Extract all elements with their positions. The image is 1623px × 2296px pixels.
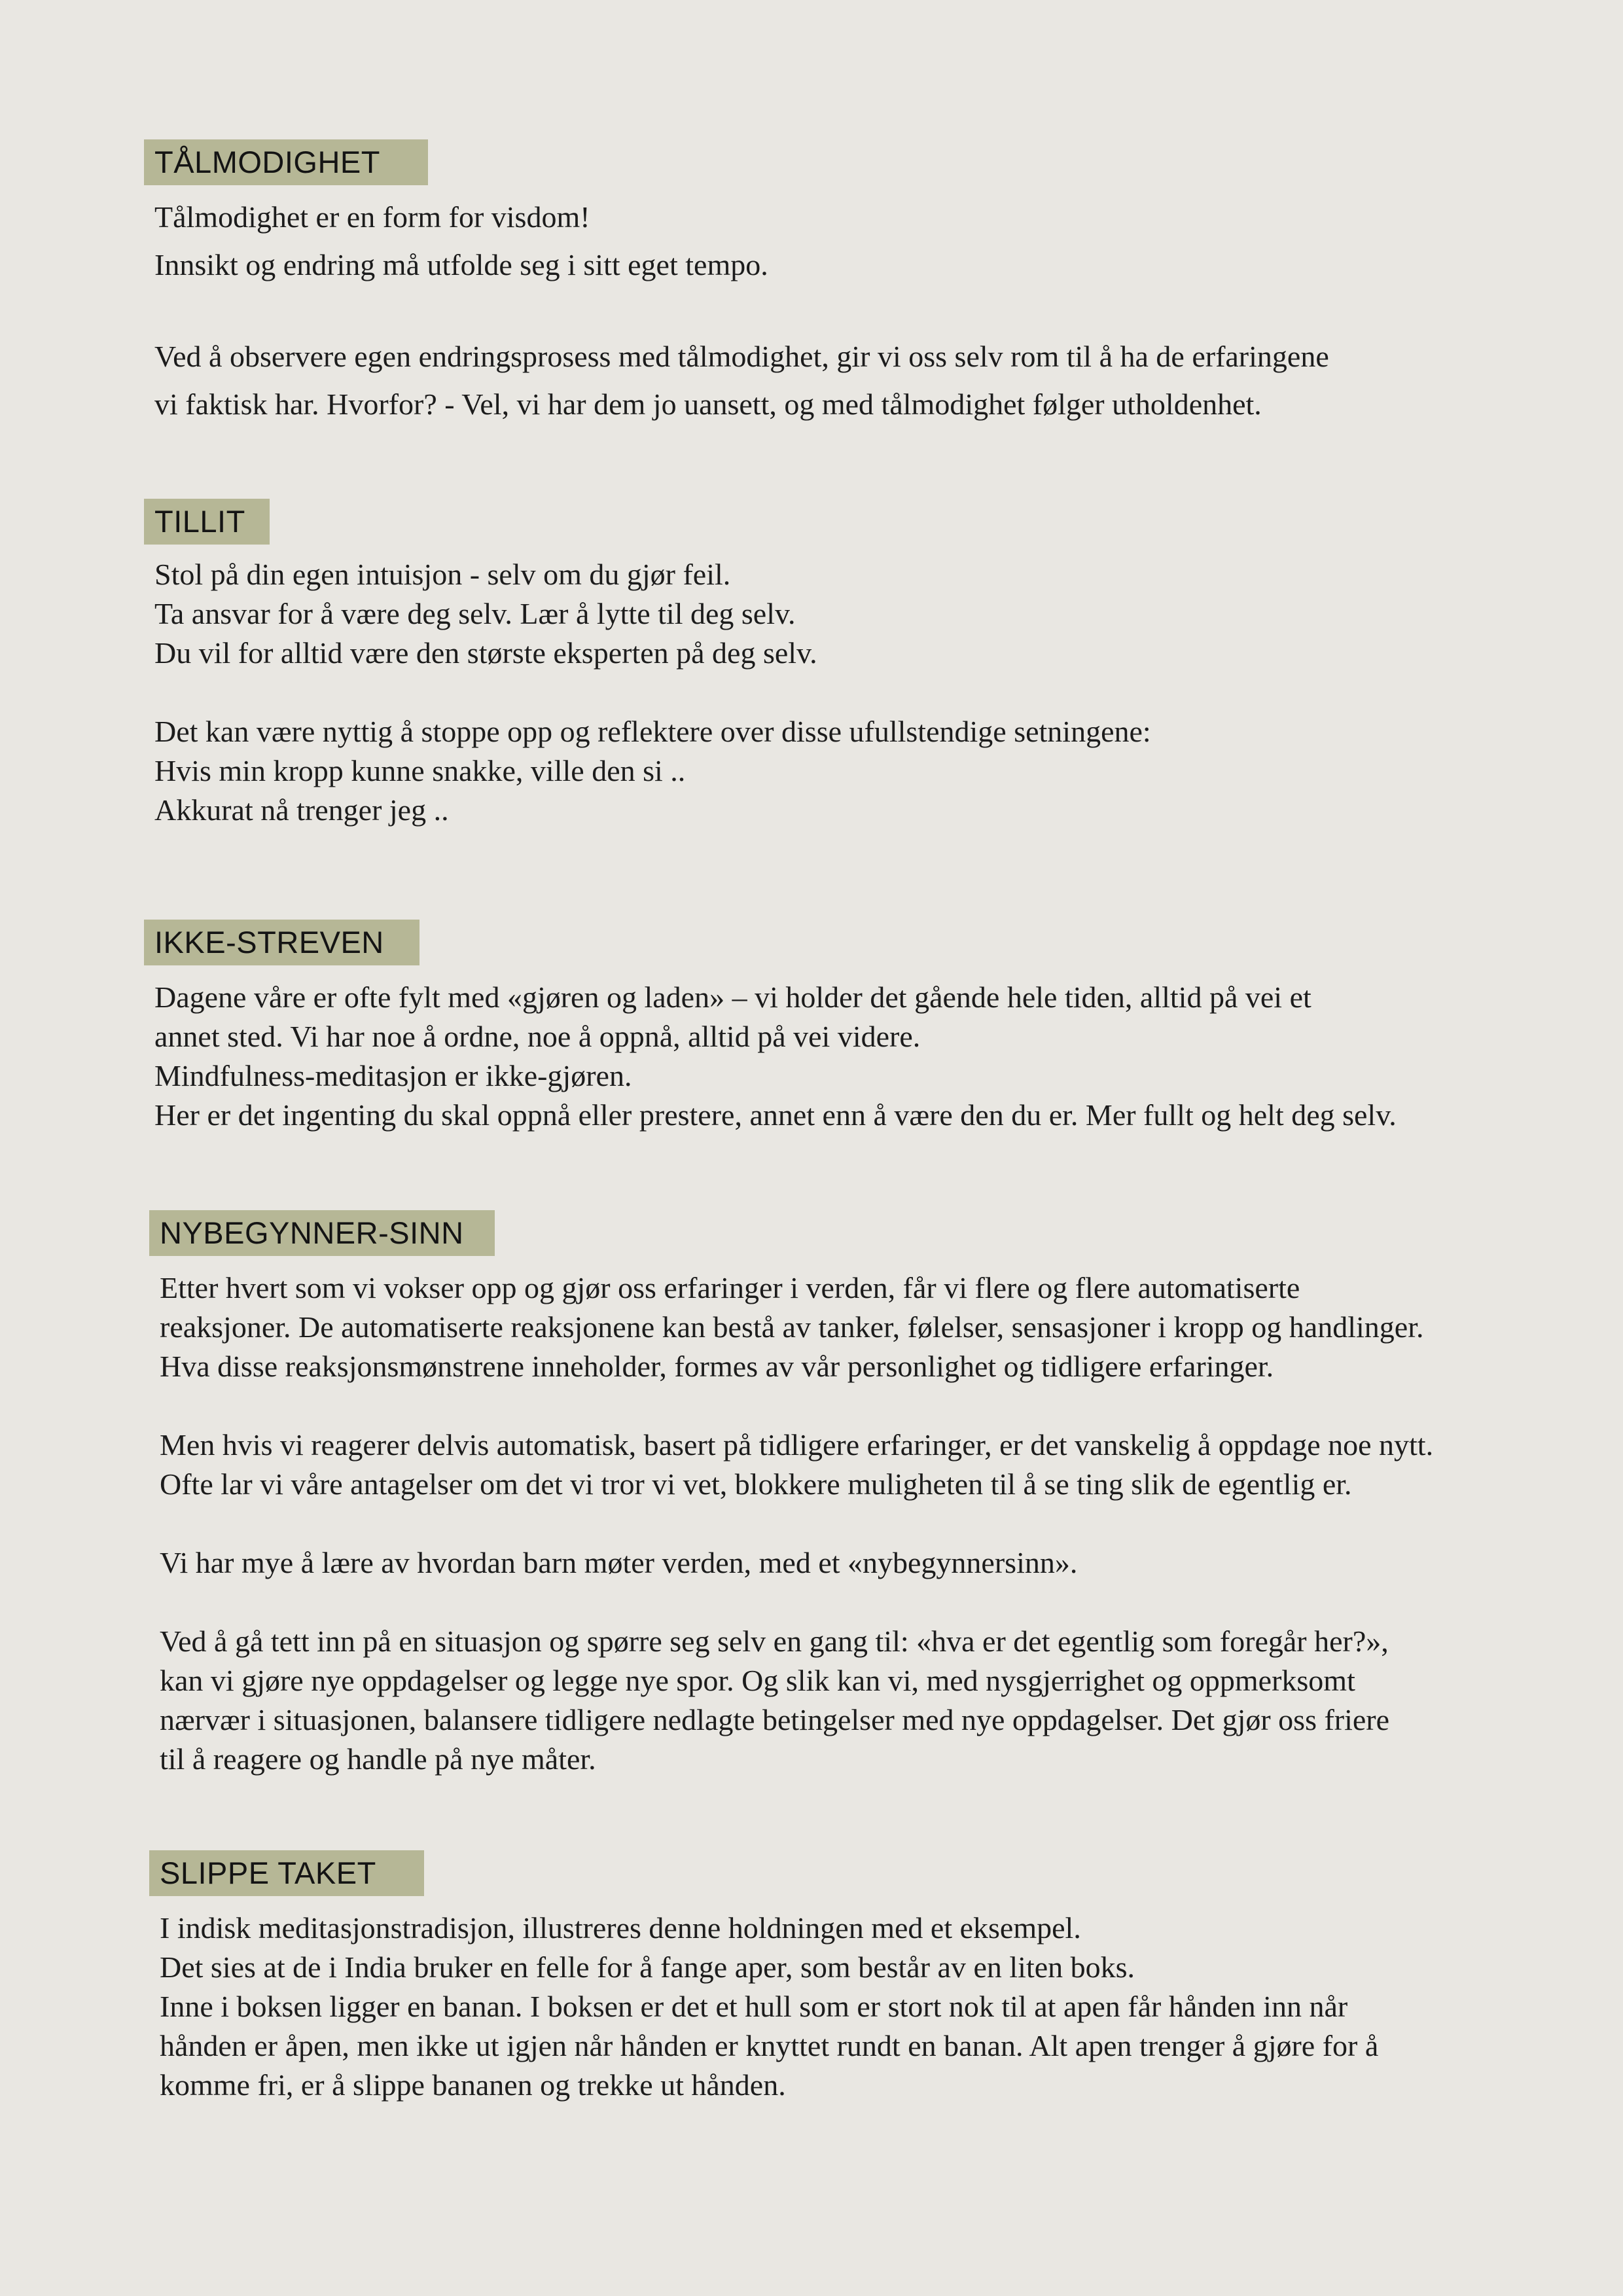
section-body-ikke-streven [154,978,1397,1135]
section-body-talmodighet [154,193,768,289]
paragraph-line: Akkurat nå trenger jeg .. [154,793,449,827]
paragraph-line: Hvis min kropp kunne snakke, ville den si .. [154,754,686,787]
paragraph-line: vi faktisk har. Hvorfor? - Vel, vi har dem jo uansett, og med tålmodighet følger utholdenhet. [154,387,1262,421]
paragraph-line: Men hvis vi reagerer delvis automatisk, basert på tidligere erfaringer, er det vanskelig å oppdage noe nytt. [160,1428,1434,1462]
paragraph-line: Innsikt og endring må utfolde seg i sitt eget tempo. [154,248,768,281]
paragraph-line: Ved å gå tett inn på en situasjon og spørre seg selv en gang til: «hva er det egentlig som foregår her?», [160,1624,1389,1658]
paragraph-line: Ta ansvar for å være deg selv. Lær å lytte til deg selv. [154,597,796,630]
section-heading-slippe-taket: SLIPPE TAKET [149,1850,424,1896]
paragraph-line: Inne i boksen ligger en banan. I boksen er det et hull som er stort nok til at apen får hånden inn når [160,1990,1348,2023]
section-heading-ikke-streven: IKKE-STREVEN [144,920,419,965]
paragraph-line: Etter hvert som vi vokser opp og gjør oss erfaringer i verden, får vi flere og flere automatiserte [160,1271,1300,1304]
paragraph-line: Det kan være nyttig å stoppe opp og reflektere over disse ufullstendige setningene: [154,715,1151,748]
paragraph-line: Tålmodighet er en form for visdom! [154,200,590,234]
section-body-talmodighet-2 [154,332,1329,428]
paragraph-line: til å reagere og handle på nye måter. [160,1742,596,1776]
paragraph-line: hånden er åpen, men ikke ut igjen når hånden er knyttet rundt en banan. Alt apen trenger å gjøre for å [160,2029,1379,2062]
section-heading-nybegynner-sinn: NYBEGYNNER-SINN [149,1210,495,1256]
paragraph-line: Hva disse reaksjonsmønstrene inneholder, formes av vår personlighet og tidligere erfaringer. [160,1350,1274,1383]
paragraph-line: Vi har mye å lære av hvordan barn møter verden, med et «nybegynnersinn». [160,1546,1078,1579]
section-body-nybegynner-sinn [160,1268,1433,1779]
paragraph-line: Stol på din egen intuisjon - selv om du gjør feil. [154,558,731,591]
section-heading-tillit: TILLIT [144,499,270,545]
paragraph-line: Her er det ingenting du skal oppnå eller prestere, annet enn å være den du er. Mer fullt og helt deg selv. [154,1098,1397,1132]
paragraph-line: komme fri, er å slippe bananen og trekke ut hånden. [160,2068,786,2102]
section-heading-talmodighet: TÅLMODIGHET [144,139,428,185]
section-body-slippe-taket [160,1909,1378,2105]
paragraph-line: Mindfulness-meditasjon er ikke-gjøren. [154,1059,632,1092]
paragraph-line: kan vi gjøre nye oppdagelser og legge nye spor. Og slik kan vi, med nysgjerrighet og oppmerksomt [160,1664,1355,1697]
paragraph-line: Det sies at de i India bruker en felle for å fange aper, som består av en liten boks. [160,1950,1135,1984]
section-body-tillit [154,555,1151,830]
paragraph-line: reaksjoner. De automatiserte reaksjonene kan bestå av tanker, følelser, sensasjoner i kropp og handlinger. [160,1310,1424,1344]
paragraph-line: Du vil for alltid være den største eksperten på deg selv. [154,636,817,670]
paragraph-line: nærvær i situasjonen, balansere tidligere nedlagte betingelser med nye oppdagelser. Det gjør oss friere [160,1703,1390,1736]
paragraph-line: Dagene våre er ofte fylt med «gjøren og laden» – vi holder det gående hele tiden, alltid på vei et [154,980,1311,1014]
paragraph-line: Ofte lar vi våre antagelser om det vi tror vi vet, blokkere muligheten til å se ting slik de egentlig er. [160,1467,1352,1501]
paragraph-line: Ved å observere egen endringsprosess med tålmodighet, gir vi oss selv rom til å ha de erfaringene [154,340,1329,373]
paragraph-line: annet sted. Vi har noe å ordne, noe å oppnå, alltid på vei videre. [154,1020,921,1053]
paragraph-line: I indisk meditasjonstradisjon, illustreres denne holdningen med et eksempel. [160,1911,1081,1945]
